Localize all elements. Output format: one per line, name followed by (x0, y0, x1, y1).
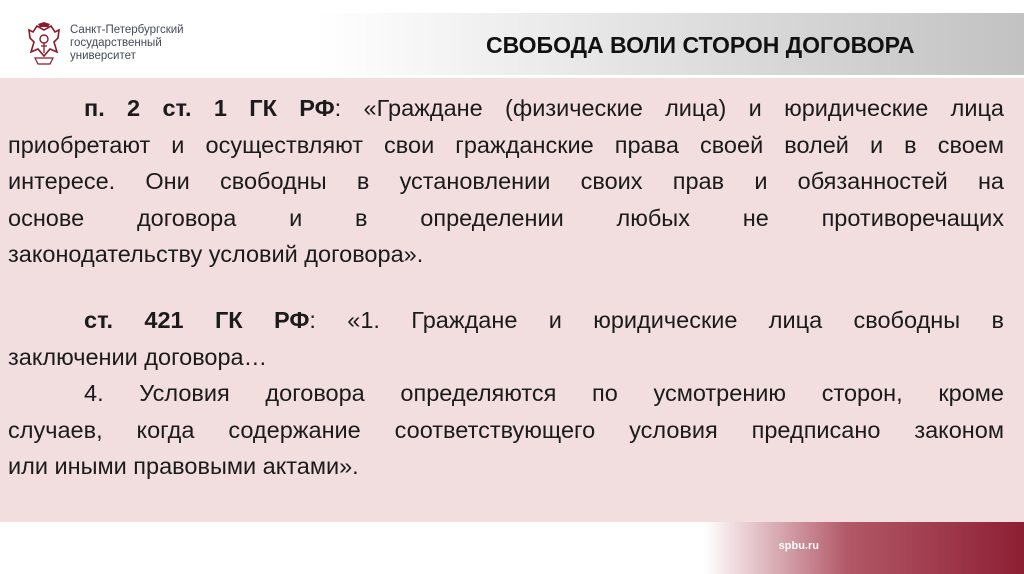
paragraph-1-line-1 (8, 90, 1004, 127)
paragraph-article-421 (8, 302, 1004, 485)
footer-site-link[interactable]: spbu.ru (778, 540, 819, 552)
university-name-line-2: государственный (70, 37, 162, 49)
paragraph-2-reference: ст. 421 ГК РФ (84, 307, 310, 333)
university-logo (24, 22, 194, 68)
paragraph-2-line-2: заключении договора… (8, 343, 268, 370)
content-box (0, 78, 1024, 522)
coat-of-arms-icon (24, 22, 64, 66)
footer-bar (704, 522, 1024, 574)
paragraph-1-reference: п. 2 ст. 1 ГК РФ (84, 95, 335, 121)
paragraph-1-line-2: приобретают и осуществляют свои гражданские права своей волей и в своем (8, 131, 1004, 158)
paragraph-1-line-5: законодательству условий договора». (8, 241, 424, 267)
paragraph-1-line-1-text: : «Граждане (физические лица) и юридические лица (334, 95, 1004, 121)
university-name-line-1: Санкт-Петербургский (70, 24, 184, 36)
paragraph-2-line-3: 4. Условия договора определяются по усмотрению сторон, кроме (84, 380, 1004, 406)
paragraph-2-line-1 (8, 302, 1004, 339)
paragraph-2-line-5: или иными правовыми актами». (8, 453, 359, 479)
paragraph-2-line-1-text: : «1. Граждане и юридические лица свободны в (309, 307, 1004, 333)
university-name-line-3: университет (70, 50, 136, 62)
paragraph-1-line-4: основе договора и в определении любых не противоречащих (8, 204, 1004, 231)
paragraph-article-1 (8, 90, 1004, 273)
paragraph-1-line-3: интересе. Они свободны в установлении своих прав и обязанностей на (8, 168, 1004, 194)
title-bar (316, 13, 1024, 75)
university-name (70, 24, 210, 63)
slide-title: СВОБОДА ВОЛИ СТОРОН ДОГОВОРА (486, 32, 915, 58)
paragraph-2-line-4: случаев, когда содержание соответствующего условия предписано законом (8, 416, 1004, 443)
